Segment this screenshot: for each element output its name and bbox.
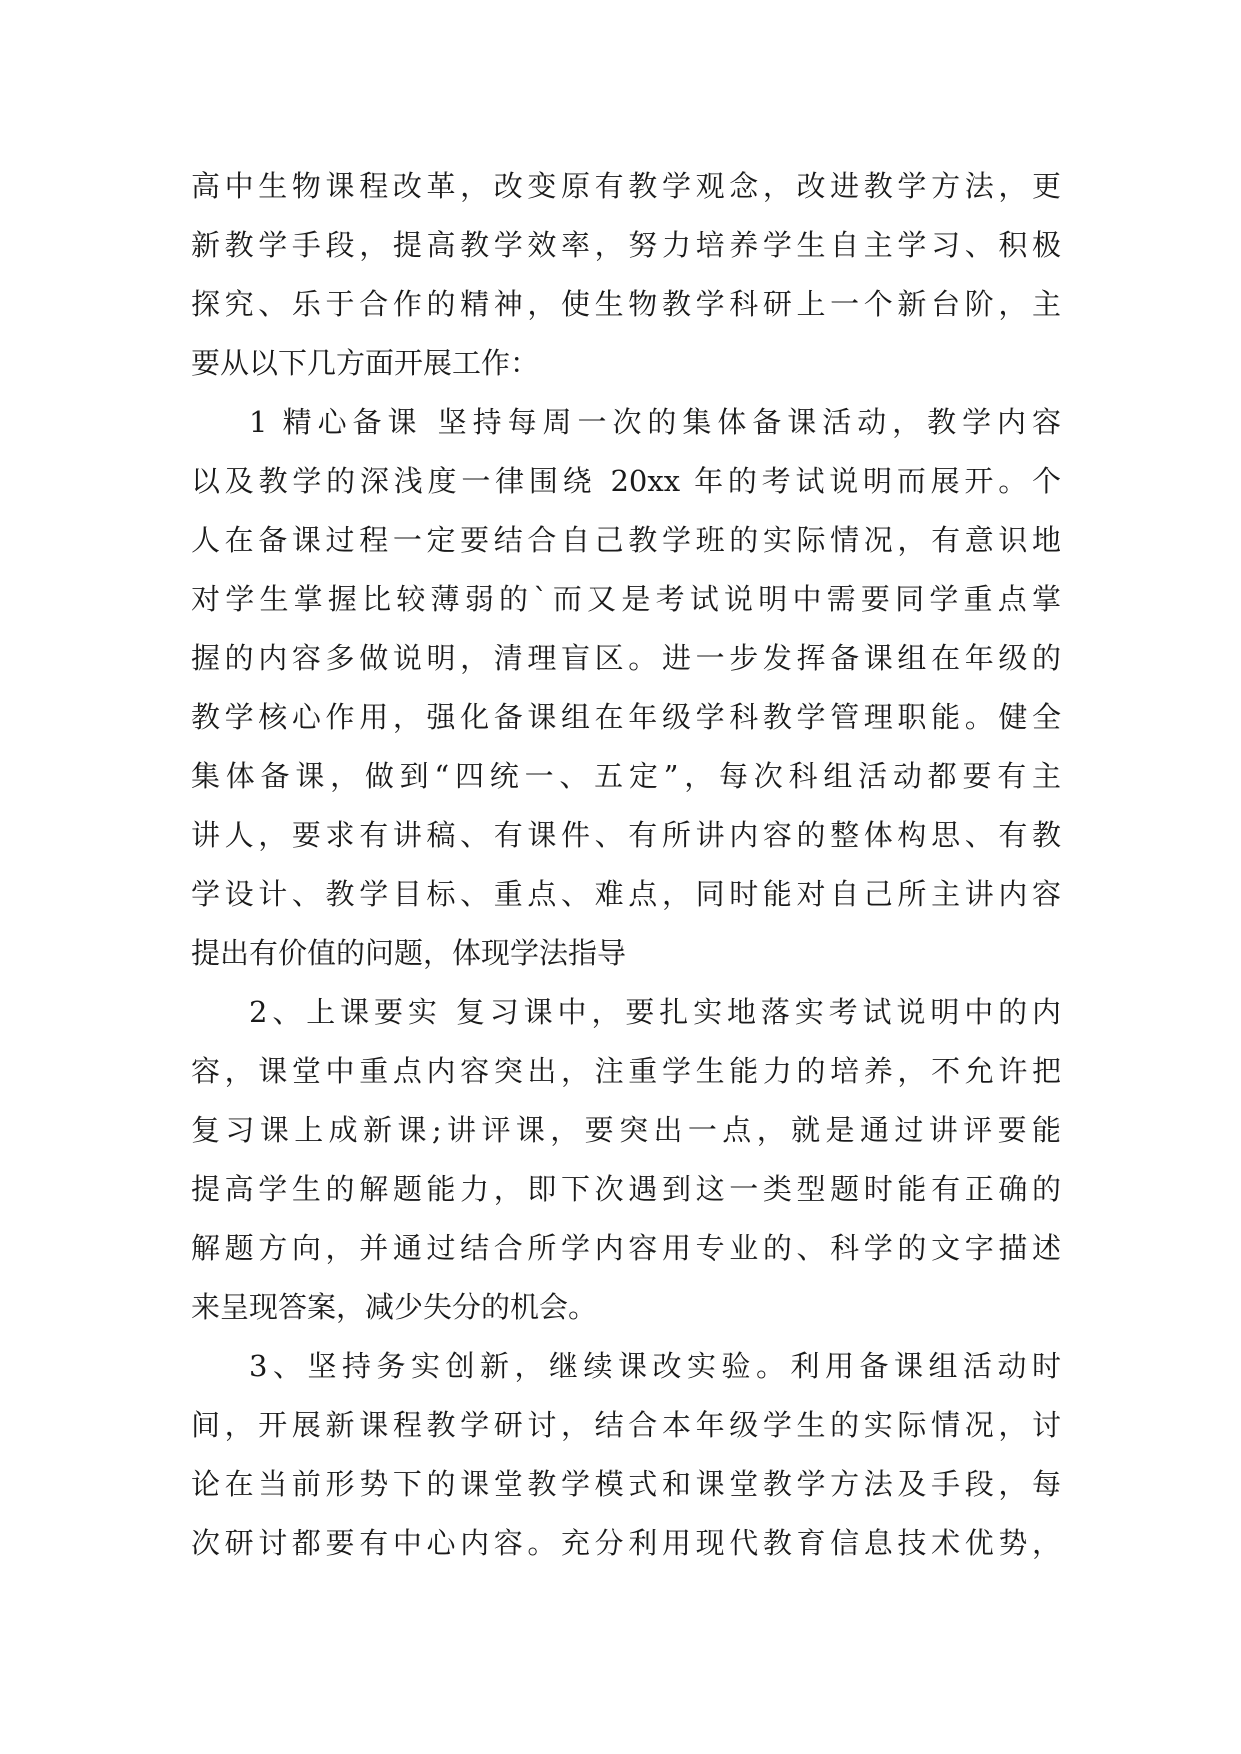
text-line: 复习课上成新课;讲评课，要突出一点，就是通过讲评要能 bbox=[191, 1113, 1061, 1147]
text-line: 提出有价值的问题，体现学法指导 bbox=[191, 936, 627, 970]
text-line: 容，课堂中重点内容突出，注重学生能力的培养，不允许把 bbox=[191, 1054, 1061, 1088]
text-line: 握的内容多做说明，清理盲区。进一步发挥备课组在年级的 bbox=[191, 641, 1061, 675]
text-line: 要从以下几方面开展工作： bbox=[191, 346, 540, 380]
text-line: 论在当前形势下的课堂教学模式和课堂教学方法及手段，每 bbox=[191, 1467, 1061, 1501]
text-line: 讲人，要求有讲稿、有课件、有所讲内容的整体构思、有教 bbox=[191, 818, 1061, 852]
text-line: 解题方向，并通过结合所学内容用专业的、科学的文字描述 bbox=[191, 1231, 1061, 1265]
text-line: 3、坚持务实创新，继续课改实验。利用备课组活动时 bbox=[249, 1349, 1061, 1383]
body-text bbox=[191, 157, 1061, 1573]
text-line: 集体备课，做到“四统一、五定”，每次科组活动都要有主 bbox=[191, 759, 1061, 793]
text-line: 以及教学的深浅度一律围绕 20xx 年的考试说明而展开。个 bbox=[191, 464, 1061, 498]
text-line: 间，开展新课程教学研讨，结合本年级学生的实际情况，讨 bbox=[191, 1408, 1061, 1442]
text-line: 提高学生的解题能力，即下次遇到这一类型题时能有正确的 bbox=[191, 1172, 1061, 1206]
text-line: 来呈现答案，减少失分的机会。 bbox=[191, 1290, 598, 1324]
text-line: 人在备课过程一定要结合自己教学班的实际情况，有意识地 bbox=[191, 523, 1061, 557]
text-line: 新教学手段，提高教学效率，努力培养学生自主学习、积极 bbox=[191, 228, 1061, 262]
text-line: 学设计、教学目标、重点、难点，同时能对自己所主讲内容 bbox=[191, 877, 1061, 911]
text-line: 1 精心备课 坚持每周一次的集体备课活动，教学内容 bbox=[249, 405, 1061, 439]
text-line: 高中生物课程改革，改变原有教学观念，改进教学方法，更 bbox=[191, 169, 1061, 203]
text-line: 次研讨都要有中心内容。充分利用现代教育信息技术优势， bbox=[191, 1526, 1061, 1560]
text-line: 2、上课要实 复习课中，要扎实地落实考试说明中的内 bbox=[249, 995, 1061, 1029]
text-line: 探究、乐于合作的精神，使生物教学科研上一个新台阶，主 bbox=[191, 287, 1061, 321]
text-line: 教学核心作用，强化备课组在年级学科教学管理职能。健全 bbox=[191, 700, 1061, 734]
text-line: 对学生掌握比较薄弱的`而又是考试说明中需要同学重点掌 bbox=[191, 582, 1061, 616]
